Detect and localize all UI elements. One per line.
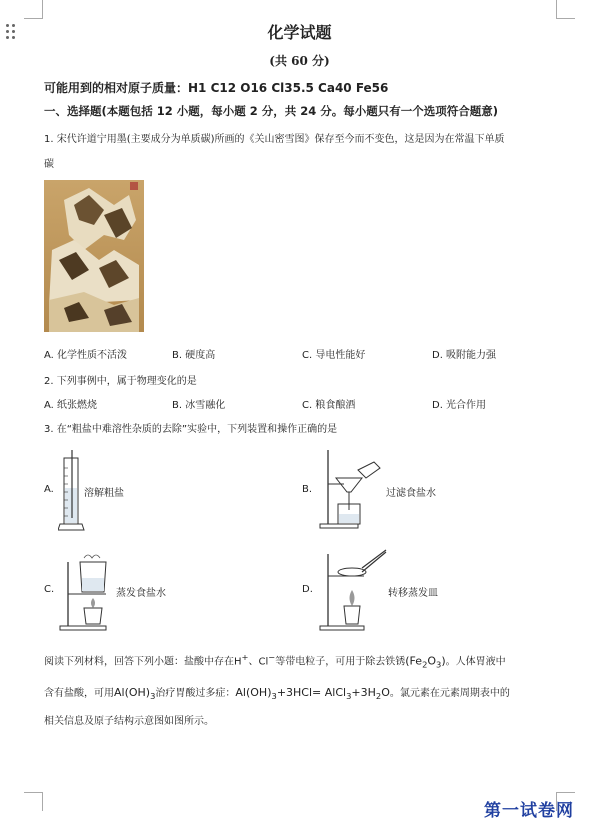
q3-option-b-label: 过滤食盐水 <box>386 488 436 499</box>
reading-line3: 相关信息及原子结构示意图如图所示。 <box>44 716 214 727</box>
q2-option-b[interactable]: B. 冰雪融化 <box>172 400 226 411</box>
crop-mark-bottom-left <box>24 792 43 811</box>
q1-option-a[interactable]: A. 化学性质不活泼 <box>44 350 128 361</box>
crop-mark-top-right <box>556 0 575 19</box>
q3-option-c-label: 蒸发食盐水 <box>116 588 166 599</box>
page-title: 化学试题 <box>267 23 332 42</box>
atomic-mass-line: 可能用到的相对原子质量：H1 C12 O16 Cl35.5 Ca40 Fe56 <box>44 81 389 95</box>
q2-option-d[interactable]: D. 光合作用 <box>432 400 487 411</box>
reading-line1: 阅读下列材料，回答下列小题：盐酸中存在H+、Cl−等带电粒子，可用于除去铁锈$(Fe_2O_3)$。人体胃液中 <box>44 652 506 670</box>
q1-option-c[interactable]: C. 导电性能好 <box>302 350 366 361</box>
q3-option-d-label: 转移蒸发皿 <box>388 588 438 599</box>
q2-text: 2. 下列事例中，属于物理变化的是 <box>44 376 197 387</box>
q3-option-b-letter[interactable]: B. <box>302 484 313 495</box>
q3-option-a-label: 溶解粗盐 <box>84 488 124 499</box>
q2-option-a[interactable]: A. 纸张燃烧 <box>44 400 98 411</box>
q3-option-c-letter[interactable]: C. <box>44 584 55 595</box>
section-heading: 一、选择题(本题包括 12 小题，每小题 2 分，共 24 分。每小题只有一个选项符合题意) <box>44 104 499 118</box>
crop-mark-top-left <box>24 0 43 19</box>
q1-option-d[interactable]: D. 吸附能力强 <box>432 350 497 361</box>
crucible-tongs-transfer-icon <box>318 546 390 632</box>
q1-text-line1: 1. 宋代许道宁用墨(主要成分为单质碳)所画的《关山密雪图》保存至今而不变色，这是因为在常温下单质 <box>44 134 505 145</box>
site-watermark: 第一试卷网 <box>484 801 574 821</box>
q2-option-c[interactable]: C. 粮食酿酒 <box>302 400 356 411</box>
reading-line2: 含有盐酸，可用$Al(OH)_3$治疗胃酸过多症：$Al(OH)_3+3HCl=$ $AlCl_3+3H_2O$。氯元素在元素周期表中的 <box>44 686 510 701</box>
q3-option-a-letter[interactable]: A. <box>44 484 54 495</box>
evaporation-apparatus-icon <box>58 548 118 632</box>
q1-option-b[interactable]: B. 硬度高 <box>172 350 216 361</box>
q1-text-line2: 碳 <box>44 159 54 170</box>
q3-option-d-letter[interactable]: D. <box>302 584 313 595</box>
q3-text: 3. 在“粗盐中难溶性杂质的去除”实验中，下列装置和操作正确的是 <box>44 424 338 435</box>
filtration-apparatus-icon <box>318 448 382 530</box>
landscape-painting-image <box>44 180 144 332</box>
page-subtitle: (共 60 分) <box>269 54 330 68</box>
